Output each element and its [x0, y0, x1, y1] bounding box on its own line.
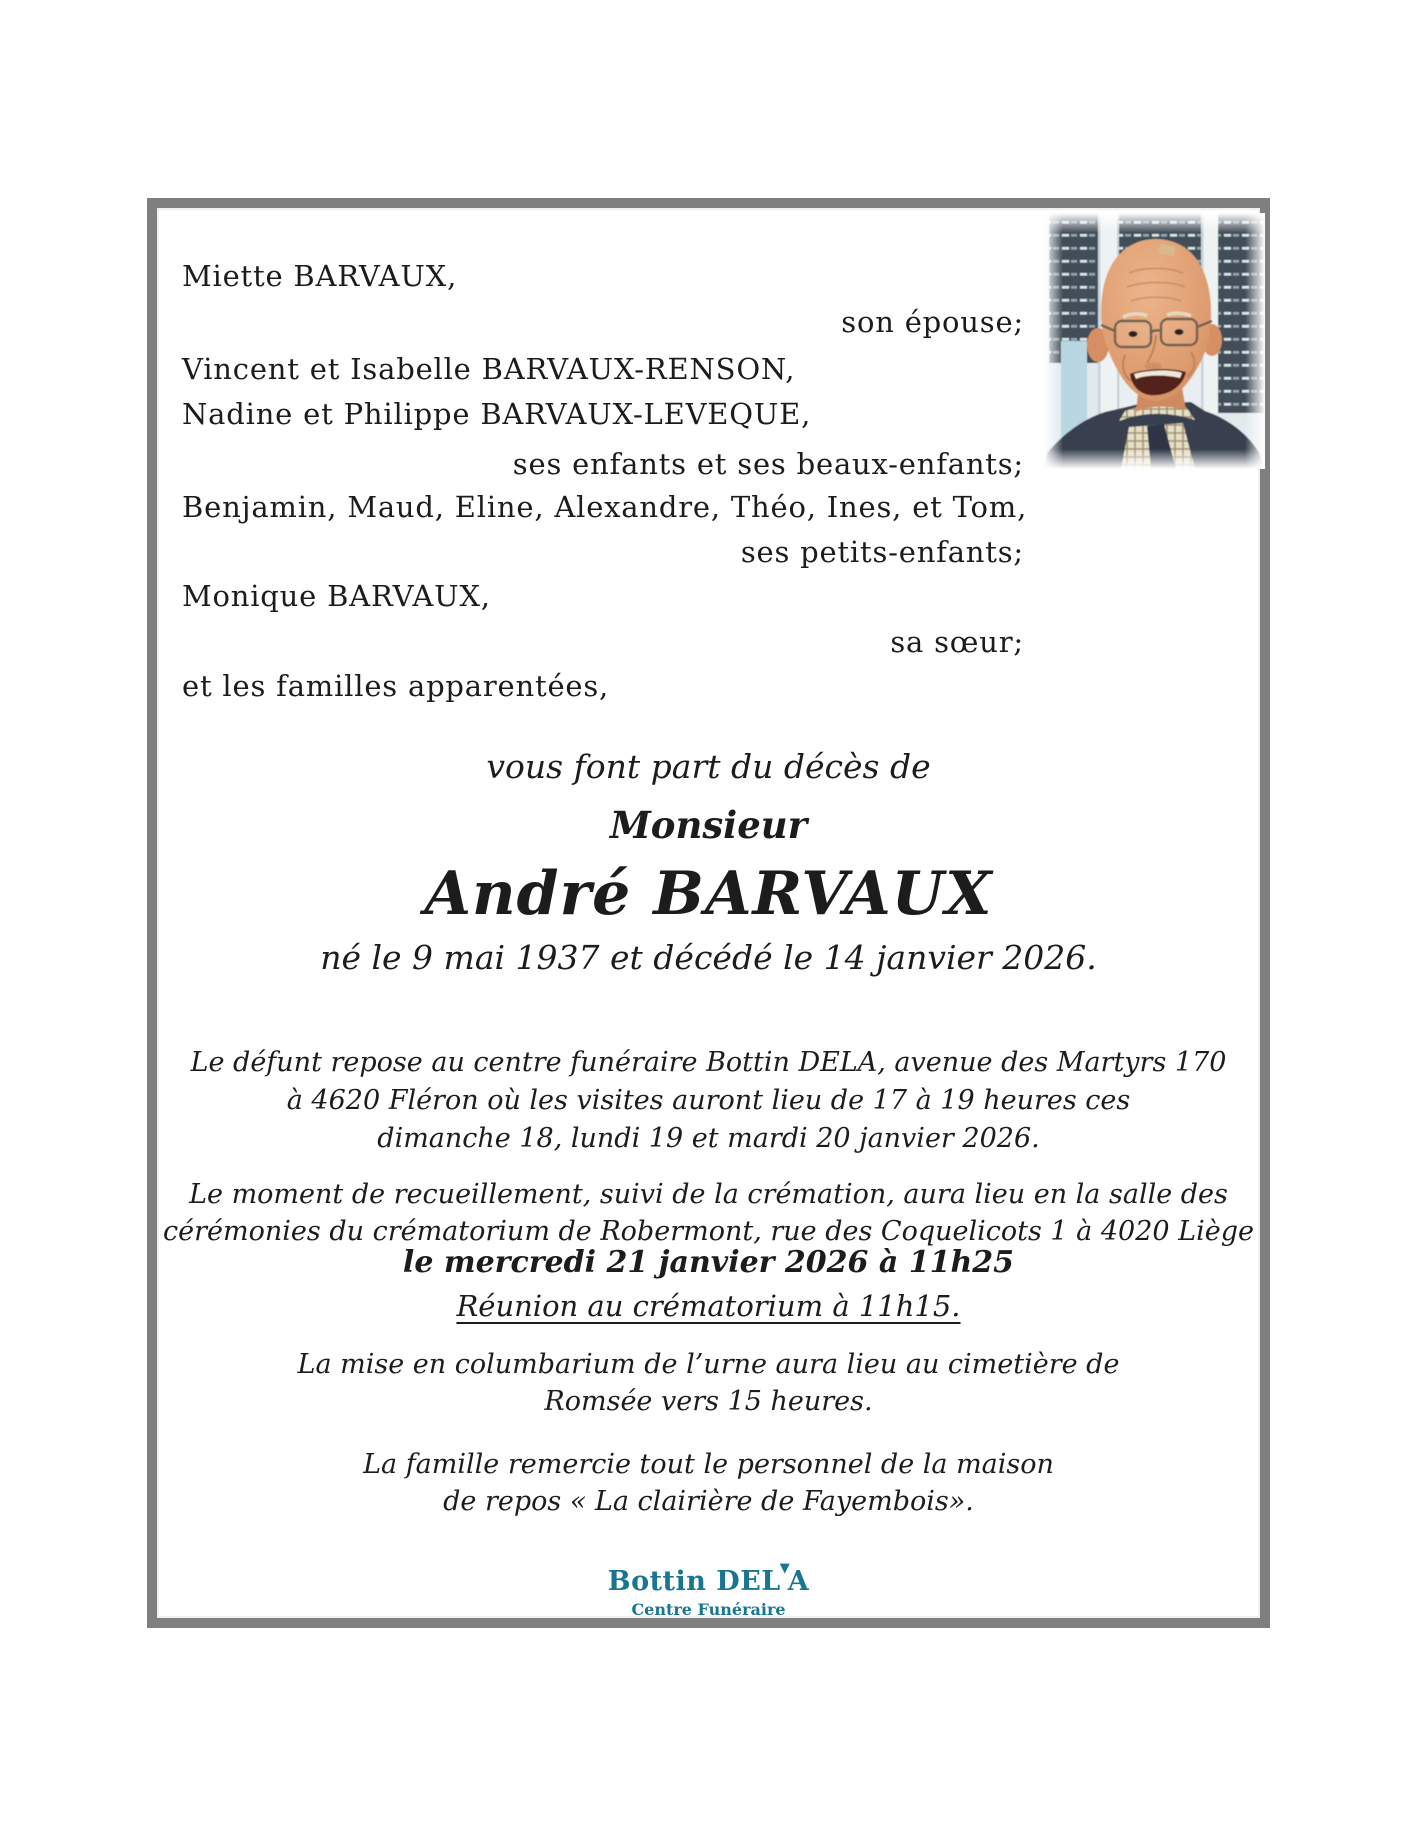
repose-line: à 4620 Fléron où les visites auront lieu de 17 à 19 heures ces [286, 1085, 1131, 1116]
meeting-line [157, 1289, 1260, 1323]
announcement-intro: vous font part du décès de [486, 747, 931, 786]
ceremony-datetime: le mercredi 21 janvier 2026 à 11h25 [402, 1245, 1015, 1280]
family-line: Miette BARVAUX, [182, 259, 458, 293]
ceremony-paragraph [157, 1176, 1260, 1250]
logo-name-pre: Bottin DEL [607, 1566, 781, 1597]
thanks-paragraph [157, 1446, 1260, 1520]
portrait-photo [1043, 213, 1265, 469]
meeting-text: Réunion au crématorium à 11h15. [456, 1289, 961, 1323]
repose-paragraph [157, 1044, 1260, 1158]
logo-triangle-icon: ▼ [779, 1561, 790, 1576]
columbarium-line: Romsée vers 15 heures. [544, 1386, 873, 1417]
thanks-line: La famille remercie tout le personnel de la maison [363, 1449, 1054, 1480]
family-line: Vincent et Isabelle BARVAUX-RENSON, [182, 352, 796, 386]
columbarium-line: La mise en columbarium de l’urne aura lieu au cimetière de [297, 1349, 1120, 1380]
family-line: et les familles apparentées, [182, 669, 610, 703]
family-line: Monique BARVAUX, [182, 579, 491, 613]
family-line: Benjamin, Maud, Eline, Alexandre, Théo, Ines, et Tom, [182, 490, 1028, 524]
repose-line: Le défunt repose au centre funéraire Bottin DELA, avenue des Martyrs 170 [190, 1047, 1227, 1078]
logo-name [157, 1553, 1260, 1598]
repose-line: dimanche 18, lundi 19 et mardi 20 janvier 2026. [377, 1123, 1040, 1154]
family-relation-line: sa sœur; [890, 625, 1024, 659]
ceremony-line: Le moment de recueillement, suivi de la crémation, aura lieu en la salle des [189, 1179, 1228, 1210]
family-relation-line: ses enfants et ses beaux-enfants; [512, 447, 1024, 481]
card-frame [147, 198, 1270, 1628]
logo-name-post: A [787, 1566, 810, 1597]
family-line: Nadine et Philippe BARVAUX-LEVEQUE, [182, 397, 812, 431]
family-relation-line: son épouse; [841, 305, 1024, 339]
family-relation-line: ses petits-enfants; [740, 535, 1024, 569]
ceremony-line: cérémonies du crématorium de Robermont, rue des Coquelicots 1 à 4020 Liège [163, 1216, 1254, 1247]
deceased-name: André BARVAUX [424, 859, 993, 929]
portrait-photo-illustration [1043, 213, 1265, 469]
columbarium-paragraph [157, 1346, 1260, 1420]
funeral-home-logo [157, 1553, 1260, 1620]
logo-subtitle: Centre Funéraire [631, 1600, 786, 1619]
thanks-line: de repos « La clairière de Fayembois». [443, 1486, 974, 1517]
announcement-title-prefix: Monsieur [609, 803, 808, 847]
birth-death-dates: né le 9 mai 1937 et décédé le 14 janvier 2026. [320, 938, 1097, 977]
